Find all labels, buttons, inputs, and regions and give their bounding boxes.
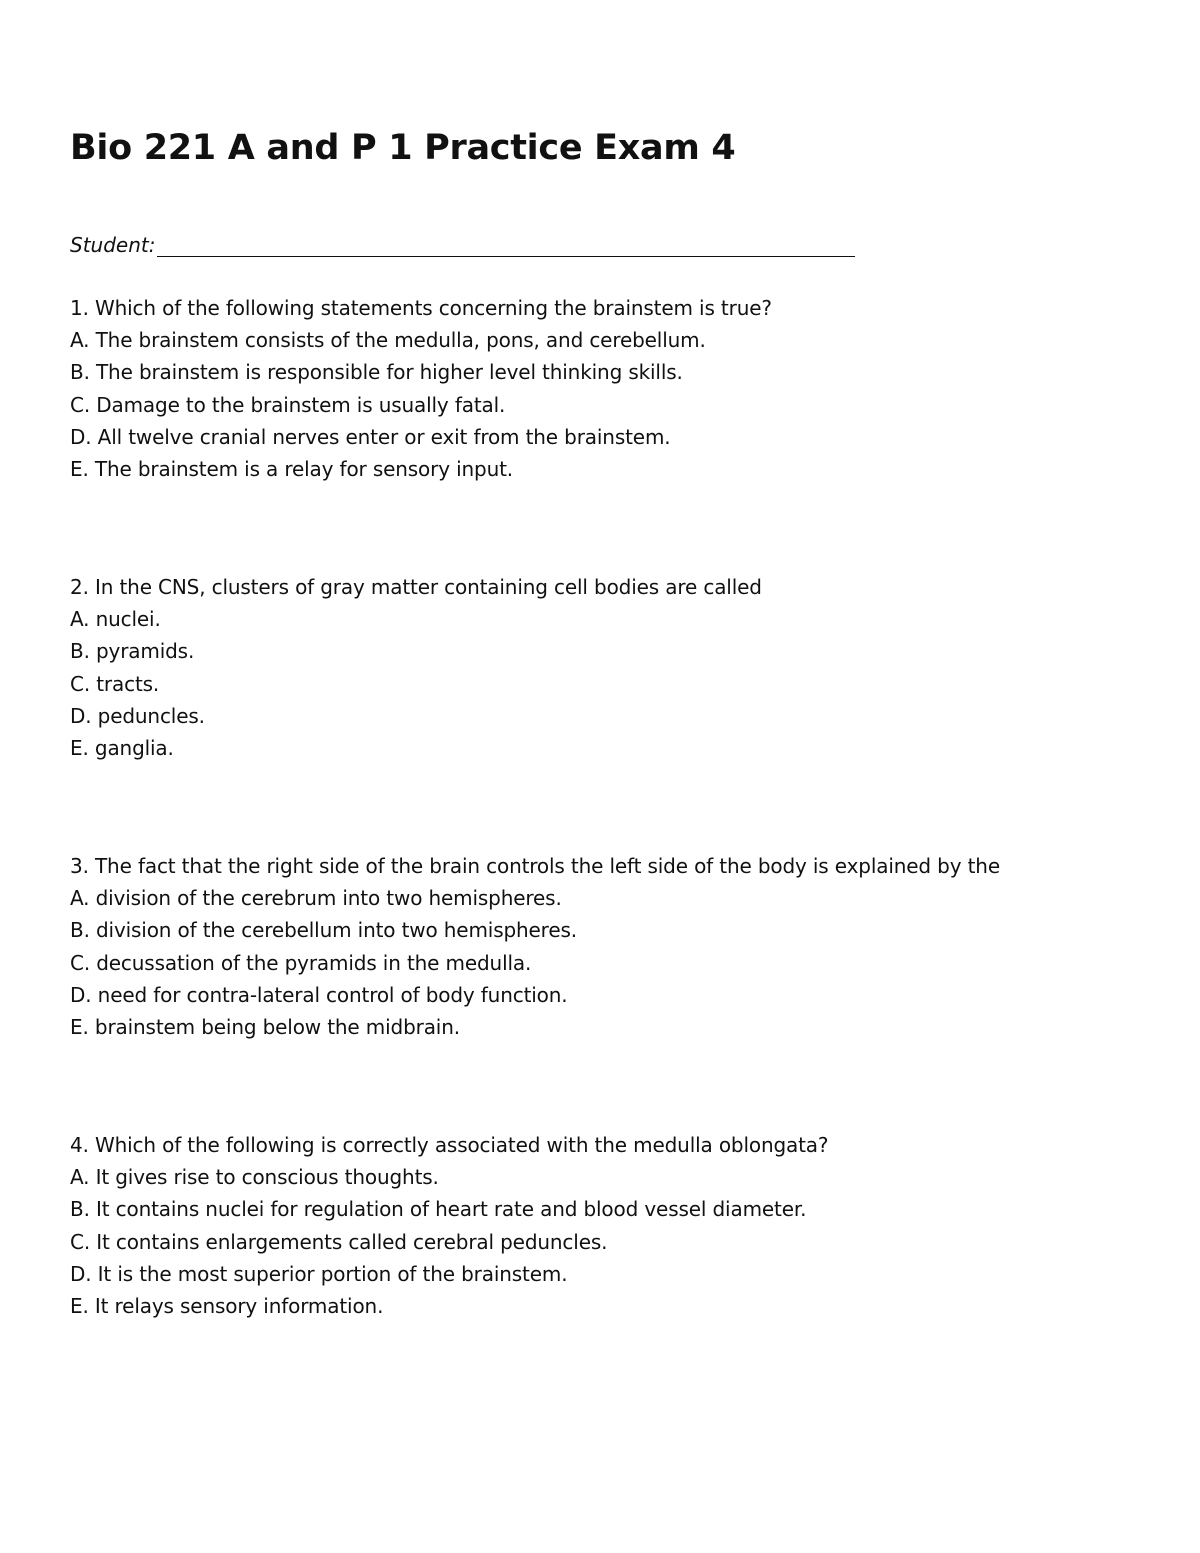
option-c: C. Damage to the brainstem is usually fatal. (70, 392, 506, 417)
option-e: E. brainstem being below the midbrain. (70, 1015, 460, 1040)
option-b: B. The brainstem is responsible for higher level thinking skills. (70, 360, 683, 385)
question-text: 2. In the CNS, clusters of gray matter containing cell bodies are called (70, 575, 762, 599)
option-b: B. division of the cerebellum into two hemispheres. (70, 918, 577, 943)
question-text: 4. Which of the following is correctly associated with the medulla oblongata? (70, 1133, 829, 1157)
question-4 (70, 1129, 828, 1322)
option-d: D. All twelve cranial nerves enter or exit from the brainstem. (70, 424, 671, 449)
option-d: D. It is the most superior portion of the brainstem. (70, 1261, 568, 1286)
option-a: A. division of the cerebrum into two hemispheres. (70, 886, 562, 911)
option-d: D. need for contra-lateral control of body function. (70, 982, 568, 1007)
student-field (70, 233, 855, 257)
option-a: A. The brainstem consists of the medulla, pons, and cerebellum. (70, 328, 706, 353)
option-a: A. nuclei. (70, 607, 161, 632)
option-e: E. The brainstem is a relay for sensory input. (70, 457, 513, 482)
option-b: B. It contains nuclei for regulation of heart rate and blood vessel diameter. (70, 1197, 807, 1222)
question-text: 3. The fact that the right side of the brain controls the left side of the body is explained by the (70, 854, 1000, 878)
option-e: E. ganglia. (70, 736, 174, 761)
student-name-blank (157, 234, 855, 257)
question-3 (70, 850, 1000, 1043)
option-b: B. pyramids. (70, 639, 195, 664)
option-e: E. It relays sensory information. (70, 1294, 384, 1319)
option-c: C. It contains enlargements called cerebral peduncles. (70, 1229, 608, 1254)
option-a: A. It gives rise to conscious thoughts. (70, 1165, 439, 1190)
student-label: Student: (70, 233, 156, 257)
option-c: C. decussation of the pyramids in the medulla. (70, 950, 532, 975)
question-1 (70, 292, 772, 485)
page-title: Bio 221 A and P 1 Practice Exam 4 (70, 128, 736, 168)
question-text: 1. Which of the following statements concerning the brainstem is true? (70, 296, 772, 320)
question-2 (70, 571, 762, 764)
option-c: C. tracts. (70, 671, 160, 696)
option-d: D. peduncles. (70, 703, 205, 728)
